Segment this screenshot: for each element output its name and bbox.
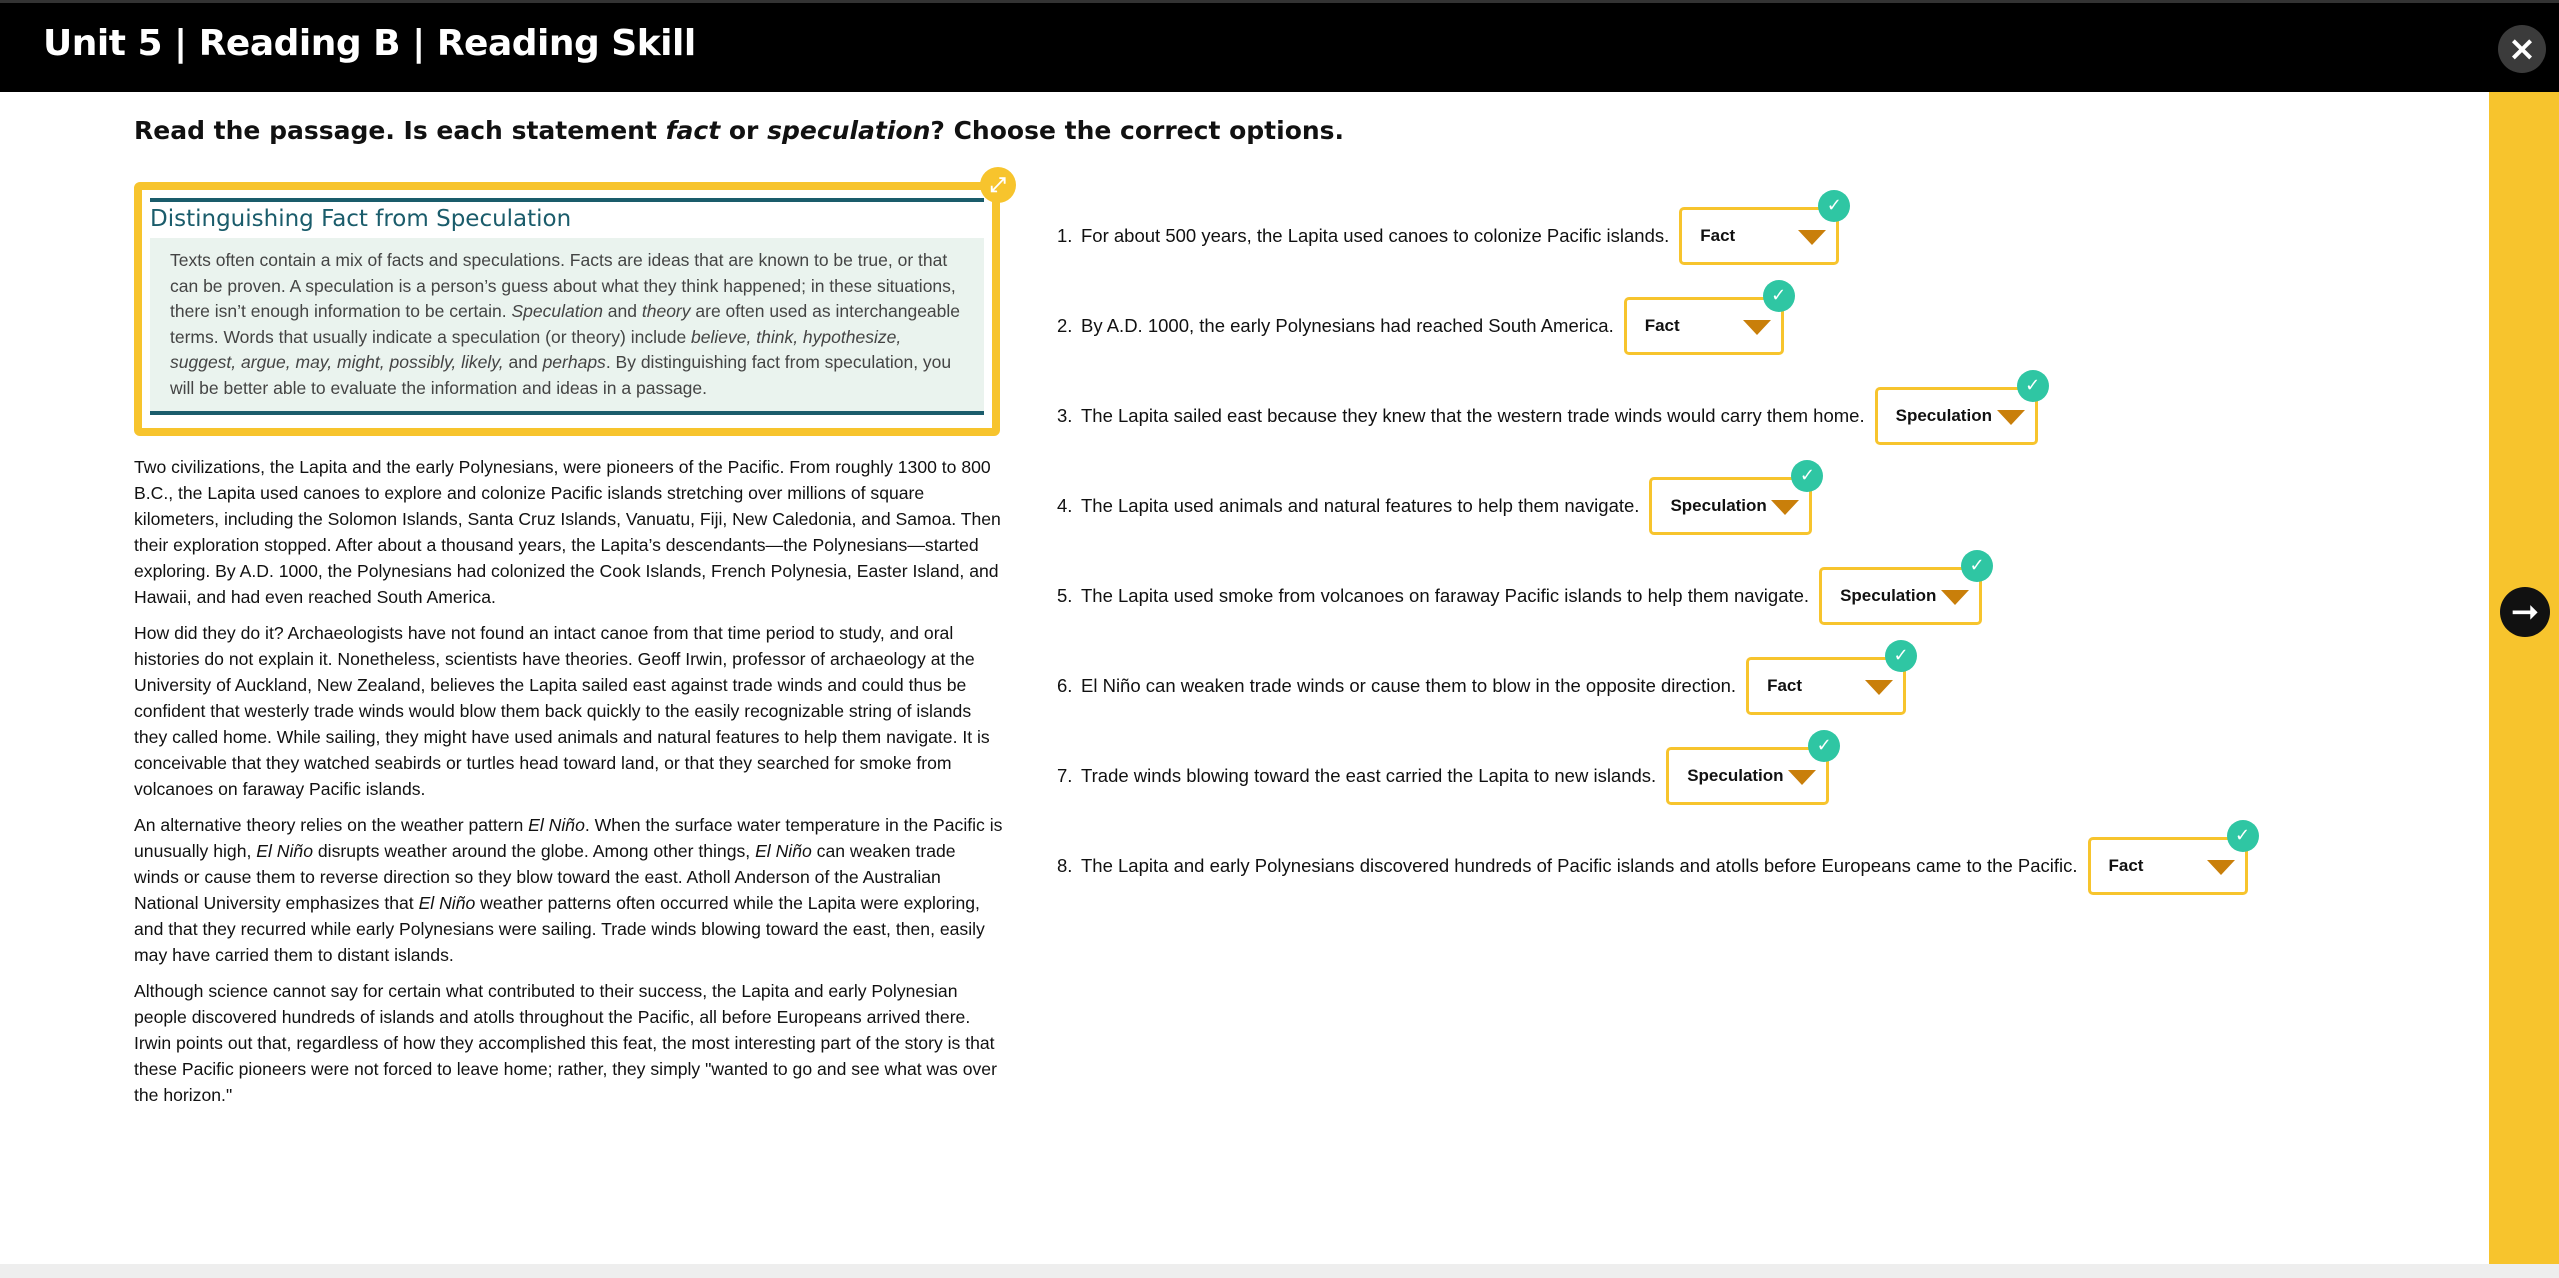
question-number: 7. <box>1057 765 1073 786</box>
skill-text: Texts often contain a mix of facts and speculations. Facts are ideas that are known to be true, or that can be proven. A speculation is a person’s guess about what they think happened; in these situations, there isn’t enough information to be certain. <box>170 250 956 321</box>
instruction-text-1: Read the passage. Is each statement <box>134 116 666 145</box>
question-row-8 <box>1057 825 2251 897</box>
dropdown-value: Speculation <box>1687 766 1784 785</box>
passage-text: disrupts weather around the globe. Among other things, <box>312 841 756 861</box>
answer-dropdown[interactable] <box>1666 735 1832 805</box>
question-row-3 <box>1057 375 2041 447</box>
top-bar <box>0 0 2559 92</box>
question-text: By A.D. 1000, the early Polynesians had reached South America. <box>1081 315 1614 336</box>
answer-dropdown[interactable] <box>1624 285 1787 355</box>
passage-em: El Niño <box>256 841 313 861</box>
dropdown-value: Speculation <box>1670 496 1767 515</box>
question-number: 3. <box>1057 405 1073 426</box>
dropdown-value: Fact <box>1767 676 1803 695</box>
check-icon: ✓ <box>1885 640 1917 672</box>
bottom-strip <box>0 1264 2559 1278</box>
passage-text: weather patterns often occurred while the Lapita were exploring, and that they recurred while early Polynesians were sailing. Trade winds blowing toward the east, then, easily may have carried them to distant islands. <box>134 893 985 965</box>
answer-dropdown[interactable] <box>1746 645 1909 715</box>
passage-text: . When the surface water temperature in the Pacific is unusually high, <box>134 815 1003 861</box>
skill-box-rule <box>150 198 984 202</box>
chevron-down-icon <box>1743 320 1771 335</box>
reading-passage <box>134 454 1004 1118</box>
dropdown-value: Fact <box>1700 226 1736 245</box>
skill-text: . By distinguishing fact from speculation, you will be better able to evaluate the information and ideas in a passage. <box>170 352 952 398</box>
passage-em: El Niño <box>528 815 585 835</box>
passage-em: El Niño <box>418 893 476 913</box>
check-icon: ✓ <box>1791 460 1823 492</box>
dropdown-value: Fact <box>1644 316 1680 335</box>
passage-paragraph-4: Although science cannot say for certain what contributed to their success, the Lapita and early Polynesian people discovered hundreds of islands and atolls throughout the Pacific, all before Europeans arrived there. Irwin points out that, regardless of how they accomplished this feat, the most interesting part of the story is that these Pacific pioneers were not forced to leave home; rather, they simply "wanted to go and see what was over the horizon." <box>134 981 997 1105</box>
answer-dropdown[interactable] <box>1875 375 2041 445</box>
check-icon: ✓ <box>1818 190 1850 222</box>
question-text: For about 500 years, the Lapita used canoes to colonize Pacific islands. <box>1081 225 1670 246</box>
dropdown-value: Speculation <box>1840 586 1937 605</box>
passage-paragraph-3 <box>134 812 1004 968</box>
skill-em: believe, think, hypothesize, suggest, argue, may, might, possibly, likely, <box>170 326 902 372</box>
skill-text: and <box>503 352 543 372</box>
chevron-down-icon <box>2207 860 2235 875</box>
chevron-down-icon <box>1865 680 1893 695</box>
question-number: 1. <box>1057 225 1073 246</box>
chevron-down-icon <box>1788 770 1816 785</box>
chevron-down-icon <box>1798 230 1826 245</box>
instruction-text-2: or <box>720 116 768 145</box>
question-text: Trade winds blowing toward the east carried the Lapita to new islands. <box>1081 765 1657 786</box>
skill-text: and <box>602 301 642 321</box>
answer-dropdown[interactable] <box>1649 465 1815 535</box>
instruction-text-3: ? Choose the correct options. <box>930 116 1345 145</box>
instruction <box>134 116 1344 145</box>
dropdown-value: Speculation <box>1895 406 1992 425</box>
question-text: El Niño can weaken trade winds or cause them to blow in the opposite direction. <box>1081 675 1737 696</box>
passage-paragraph-1: Two civilizations, the Lapita and the early Polynesians, were pioneers of the Pacific. From roughly 1300 to 800 B.C., the Lapita used canoes to explore and colonize Pacific islands stretching over millions of square kilometers, including the Solomon Islands, Santa Cruz Islands, Vanuatu, Fiji, New Caledonia, and Samoa. Then their exploration stopped. After about a thousand years, the Lapita’s descendants—the Polynesians—started exploring. By A.D. 1000, the Polynesians had colonized the Cook Islands, French Polynesia, Easter Island, and Hawaii, and had even reached South America. <box>134 457 1001 607</box>
close-icon[interactable]: × <box>2498 25 2546 73</box>
question-number: 4. <box>1057 495 1073 516</box>
chevron-down-icon <box>1771 500 1799 515</box>
chevron-down-icon <box>1941 590 1969 605</box>
passage-em: El Niño <box>755 841 812 861</box>
page-title: Unit 5 | Reading B | Reading Skill <box>43 23 696 64</box>
passage-paragraph-2: How did they do it? Archaeologists have not found an intact canoe from that time period to study, and oral histories do not explain it. Nonetheless, scientists have theories. Geoff Irwin, professor of archaeology at the University of Auckland, New Zealand, believes the Lapita sailed east against trade winds and could thus be confident that westerly trade winds would blow them back quickly to the easily recognizable string of islands they called home. While sailing, they might have used animals and natural features to help them navigate. It is conceivable that they watched seabirds or turtles head toward land, or that they searched for smoke from volcanoes on faraway Pacific islands. <box>134 623 990 799</box>
question-text: The Lapita and early Polynesians discovered hundreds of Pacific islands and atolls before Europeans came to the Pacific. <box>1081 855 2078 876</box>
passage-text: An alternative theory relies on the weather pattern <box>134 815 529 835</box>
answer-dropdown[interactable] <box>1819 555 1985 625</box>
question-row-5 <box>1057 555 1985 627</box>
check-icon: ✓ <box>1961 550 1993 582</box>
skill-em: theory <box>641 301 691 321</box>
skill-em: perhaps <box>542 352 606 372</box>
skill-em: Speculation <box>511 301 603 321</box>
question-number: 2. <box>1057 315 1073 336</box>
question-text: The Lapita used animals and natural features to help them navigate. <box>1081 495 1640 516</box>
question-row-4 <box>1057 465 1815 537</box>
expand-icon[interactable]: ⤢ <box>980 167 1016 203</box>
dropdown-value: Fact <box>2108 856 2144 875</box>
check-icon: ✓ <box>1763 280 1795 312</box>
instruction-fact: fact <box>665 116 721 145</box>
question-number: 5. <box>1057 585 1073 606</box>
passage-text: can weaken trade winds or cause them to reverse direction so they blow toward the east. Atholl Anderson of the Australian National University emphasizes that <box>134 841 956 913</box>
question-row-7 <box>1057 735 1832 807</box>
check-icon: ✓ <box>2017 370 2049 402</box>
instruction-speculation: speculation <box>767 116 931 145</box>
skill-box-title: Distinguishing Fact from Speculation <box>150 206 572 232</box>
right-rail <box>2489 92 2559 1265</box>
skill-box-body <box>150 238 984 415</box>
next-arrow-icon[interactable]: ➞ <box>2500 587 2550 637</box>
question-text: The Lapita sailed east because they knew that the western trade winds would carry them home. <box>1081 405 1865 426</box>
answer-dropdown[interactable] <box>1679 195 1842 265</box>
check-icon: ✓ <box>1808 730 1840 762</box>
check-icon: ✓ <box>2227 820 2259 852</box>
question-number: 6. <box>1057 675 1073 696</box>
chevron-down-icon <box>1997 410 2025 425</box>
question-row-1 <box>1057 195 1842 267</box>
question-row-2 <box>1057 285 1787 357</box>
question-row-6 <box>1057 645 1909 717</box>
question-number: 8. <box>1057 855 1073 876</box>
answer-dropdown[interactable] <box>2088 825 2251 895</box>
skill-text: are often used as interchangeable terms. Words that usually indicate a speculation (or theory) include <box>170 301 961 347</box>
reading-skill-box <box>134 182 1000 436</box>
question-text: The Lapita used smoke from volcanoes on faraway Pacific islands to help them navigate. <box>1081 585 1810 606</box>
